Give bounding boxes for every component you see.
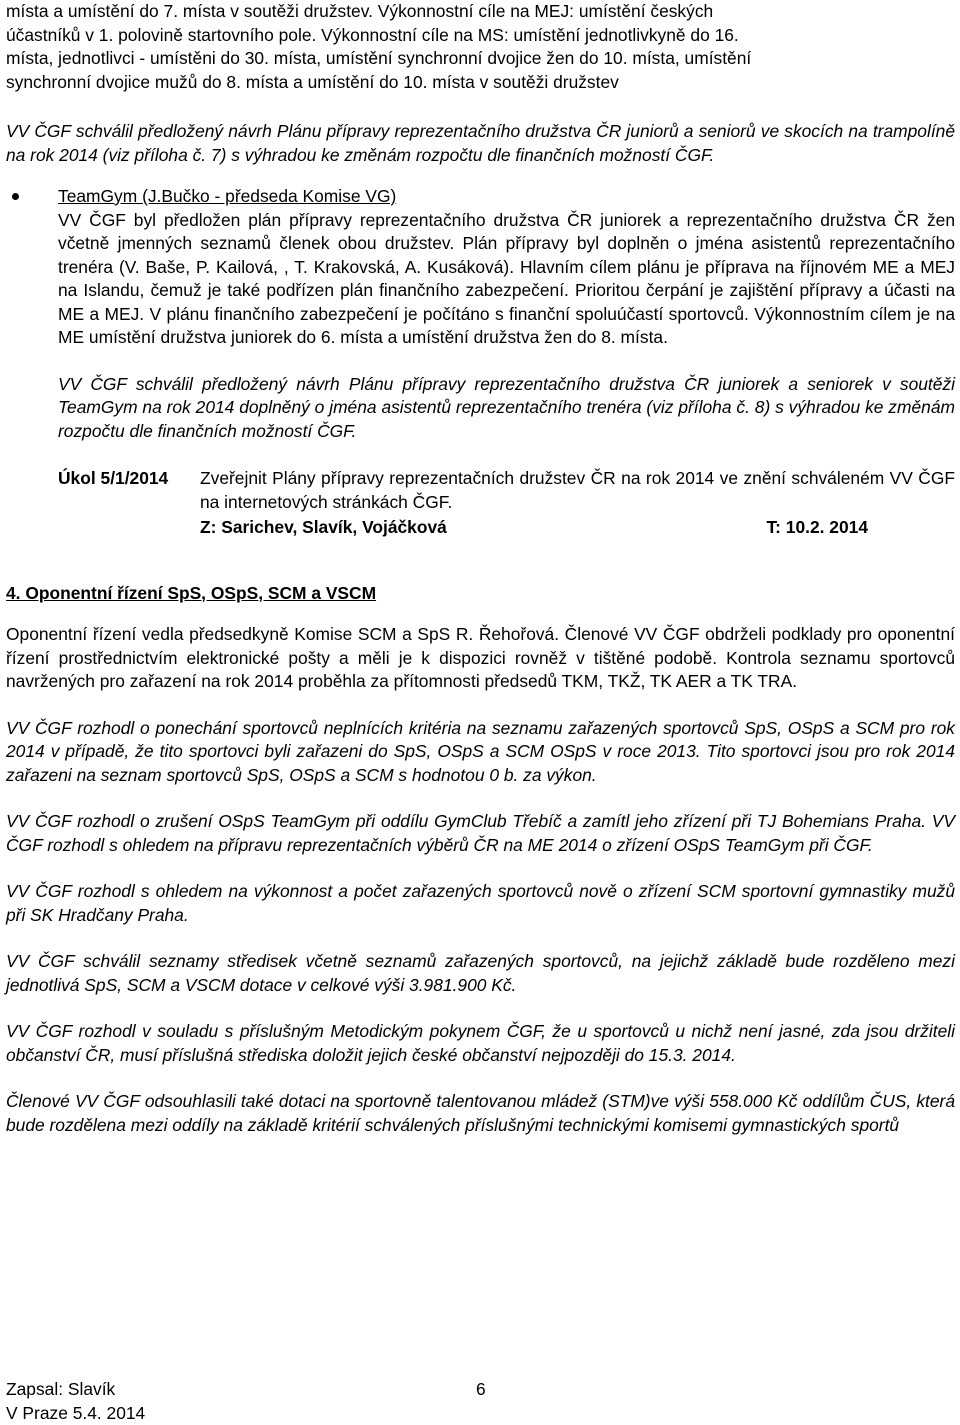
- resolution-paragraph: VV ČGF rozhodl o ponechání sportovců neplnících kritéria na seznamu zařazených sportovců SpS, OSpS a SCM pro rok 2014 v případě, že tito sportovci byli zařazeni do SpS, OSpS a SCM OSpS v roce 2013. Tito sportovci jsou pro rok 2014 zařazeni na seznam sportovců SpS, OSpS a SCM s hodnotou 0 b. za výkon.: [6, 717, 955, 788]
- resolution-paragraph: VV ČGF rozhodl v souladu s příslušným Metodickým pokynem ČGF, že u sportovců u nichž není jasné, zda jsou držiteli občanství ČR, musí příslušná střediska doložit jejich české občanství nejpozději do 15.3. 2014.: [6, 1020, 955, 1067]
- task-label-text: Úkol 5/1/2014: [58, 468, 168, 488]
- resolution-paragraph: VV ČGF schválil seznamy středisek včetně seznamů zařazených sportovců, na jejichž základě bude rozděleno mezi jednotlivá SpS, SCM a VSCM dotace v celkové výši 3.981.900 Kč.: [6, 950, 955, 997]
- teamgym-paragraph: VV ČGF byl předložen plán přípravy reprezentačního družstva ČR juniorek a reprezentačního družstva ČR žen včetně jmenných seznamů členek obou družstev. Plán přípravy byl doplněn o jména asistentů reprezentačního trenéra (V. Baše, P. Kailová, , T. Krakovská, A. Kusáková). Hlavním cílem plánu je příprava na říjnovém ME a MEJ na Islandu, čemuž je také podřízen plán finančního zabezpečení. Prioritou čerpání je zajištění přípravy a účasti na ME a MEJ. V plánu finančního zabezpečení je počítáno s finanční spoluúčastí sportovců. Výkonnostním cílem je na ME umístění družstva juniorek do 6. místa a umístění družstva žen do 8. místa.: [58, 209, 955, 350]
- bullet-icon: [12, 193, 19, 200]
- task-label: [6, 467, 200, 540]
- resolution-paragraph: VV ČGF rozhodl s ohledem na výkonnost a počet zařazených sportovců nově o zřízení SCM sportovní gymnastiky mužů při SK Hradčany Praha.: [6, 880, 955, 927]
- task-responsible: Z: Sarichev, Slavík, Vojáčková: [200, 516, 447, 540]
- section-heading: 4. Oponentní řízení SpS, OSpS, SCM a VSCM: [6, 582, 955, 606]
- footer-row: [6, 1378, 606, 1402]
- resolution-trampoline: VV ČGF schválil předložený návrh Plánu přípravy reprezentačního družstva ČR juniorů a seniorů ve skocích na trampolíně na rok 2014 (viz příloha č. 7) s výhradou ke změnám rozpočtu dle finančních možností ČGF.: [6, 120, 955, 167]
- task-body: [200, 467, 955, 540]
- task-responsible-row: [200, 516, 868, 540]
- footer-place-date: V Praze 5.4. 2014: [6, 1402, 606, 1425]
- task-deadline: T: 10.2. 2014: [766, 516, 868, 540]
- resolution-paragraph: Členové VV ČGF odsouhlasili také dotaci na sportovně talentovanou mládež (STM)ve výši 558.000 Kč oddílům ČUS, která bude rozdělena mezi oddíly na základě kritérií schválených příslušnými technickými komisemi gymnastických sportů: [6, 1090, 955, 1137]
- task-block: [6, 467, 955, 540]
- page-footer: [6, 1378, 606, 1425]
- paragraph-performance-goals: [6, 0, 955, 94]
- document-page: [6, 0, 955, 1137]
- page-number: 6: [476, 1378, 486, 1402]
- teamgym-item: [6, 185, 955, 540]
- teamgym-resolution: VV ČGF schválil předložený návrh Plánu přípravy reprezentačního družstva ČR juniorek a seniorek v soutěži TeamGym na rok 2014 doplněný o jména asistentů reprezentačního trenéra (viz příloha č. 8) s výhradou ke změnám rozpočtu dle finančních možností ČGF.: [58, 373, 955, 444]
- resolution-paragraph: VV ČGF rozhodl o zrušení OSpS TeamGym při oddílu GymClub Třebíč a zamítl jeho zřízení při TJ Bohemians Praha. VV ČGF rozhodl s ohledem na přípravu reprezentačních výběrů ČR na ME 2014 o zřízení OSpS TeamGym při ČGF.: [6, 810, 955, 857]
- section-paragraph: Oponentní řízení vedla předsedkyně Komise SCM a SpS R. Řehořová. Členové VV ČGF obdrželi podklady pro oponentní řízení prostřednictvím elektronické pošty a měli je k dispozici rovněž v tištěné podobě. Kontrola seznamu sportovců navržených pro zařazení na rok 2014 proběhla za přítomnosti předsedů TKM, TKŽ, TK AER a TK TRA.: [6, 623, 955, 694]
- teamgym-title: TeamGym (J.Bučko - předseda Komise VG): [58, 185, 955, 209]
- text-line: místa, jednotlivci - umístěni do 30. místa, umístění synchronní dvojice žen do 10. místa, umístění: [6, 48, 751, 68]
- task-text: Zveřejnit Plány přípravy reprezentačních družstev ČR na rok 2014 ve znění schváleném VV ČGF na internetových stránkách ČGF.: [200, 467, 955, 514]
- footer-author: Zapsal: Slavík: [6, 1378, 476, 1402]
- text-line: synchronní dvojice mužů do 8. místa a umístění do 10. místa v soutěži družstev: [6, 72, 619, 92]
- text-line: účastníků v 1. polovině startovního pole. Výkonnostní cíle na MS: umístění jednotlivkyně do 16.: [6, 25, 739, 45]
- text-line: místa a umístění do 7. místa v soutěži družstev. Výkonnostní cíle na MEJ: umístění českých: [6, 1, 713, 21]
